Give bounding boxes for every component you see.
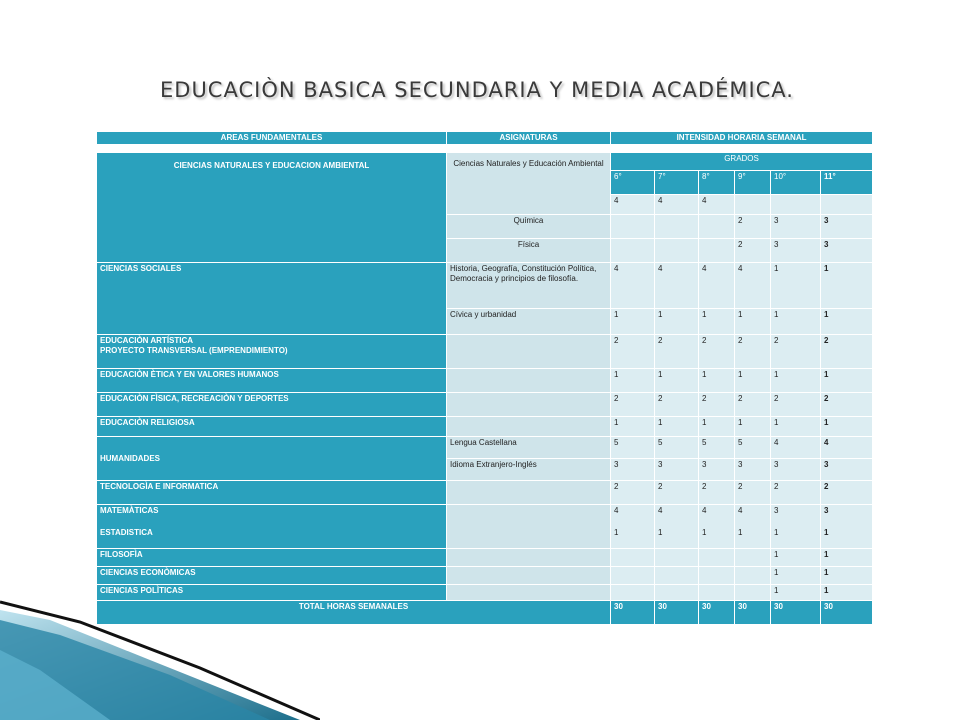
- table-row: [97, 335, 873, 369]
- value-cell: 1: [611, 309, 655, 335]
- header-asignaturas: ASIGNATURAS: [447, 132, 611, 145]
- value-cell: 1: [735, 309, 771, 335]
- table-row: [97, 369, 873, 393]
- value-cell: 2: [611, 481, 655, 505]
- value-cell-pair: [735, 505, 771, 549]
- value-cell: 1: [821, 309, 873, 335]
- area-etica: EDUCACIÒN ÈTICA Y EN VALORES HUMANOS: [97, 369, 447, 393]
- subject-empty: [447, 393, 611, 417]
- value-cell: [611, 567, 655, 585]
- grados-label: GRADOS: [611, 153, 873, 171]
- total-label: TOTAL HORAS SEMANALES: [97, 601, 611, 625]
- area-tecnologia: TECNOLOGÌA E INFORMATICA: [97, 481, 447, 505]
- table-row: [97, 481, 873, 505]
- table-row: [97, 505, 873, 549]
- subject-ciencias-naturales: Ciencias Naturales y Educación Ambiental: [447, 153, 611, 215]
- decorative-swoosh: [0, 590, 320, 720]
- slide-title: EDUCACIÒN BASICA SECUNDARIA Y MEDIA ACADÉMICA.: [160, 78, 794, 102]
- total-value: 30: [699, 601, 735, 625]
- value-cell: 2: [611, 335, 655, 369]
- value-cell: [699, 549, 735, 567]
- table-row: [97, 567, 873, 585]
- value-cell: 2: [771, 335, 821, 369]
- value-cell: 2: [655, 481, 699, 505]
- value-cell: 3: [771, 215, 821, 239]
- value-cell: 1: [771, 369, 821, 393]
- value-cell-pair: [611, 505, 655, 549]
- value-cell: [735, 585, 771, 601]
- total-value: 30: [655, 601, 699, 625]
- value-cell: [611, 215, 655, 239]
- value-cell: 1: [699, 309, 735, 335]
- value-cell: [655, 585, 699, 601]
- value-cell: 1: [699, 369, 735, 393]
- value-cell: 4: [699, 263, 735, 309]
- header-areas: AREAS FUNDAMENTALES: [97, 132, 447, 145]
- area-ciencias-sociales: CIENCIAS SOCIALES: [97, 263, 447, 335]
- value-cell-pair: [655, 505, 699, 549]
- area-filosofia: FILOSOFÌA: [97, 549, 447, 567]
- table-row: [97, 417, 873, 437]
- value-cell: 2: [771, 481, 821, 505]
- value-cell: 5: [611, 437, 655, 459]
- value-cell: 5: [655, 437, 699, 459]
- grade-9: 9°: [735, 171, 771, 195]
- value-cell: 2: [655, 335, 699, 369]
- value-cell-pair: [821, 505, 873, 549]
- grade-6: 6°: [611, 171, 655, 195]
- subject-civica: Cívica y urbanidad: [447, 309, 611, 335]
- total-value: 30: [735, 601, 771, 625]
- value-cell: 2: [735, 481, 771, 505]
- value-cell: 4: [658, 506, 663, 515]
- total-value: 30: [611, 601, 655, 625]
- value-cell: [771, 195, 821, 215]
- value-cell: [699, 215, 735, 239]
- area-religiosa: EDUCACIÒN RELIGIOSA: [97, 417, 447, 437]
- value-cell: 1: [821, 567, 873, 585]
- value-cell: 2: [699, 481, 735, 505]
- value-cell: 1: [824, 528, 829, 537]
- value-cell: 1: [699, 417, 735, 437]
- value-cell: 1: [771, 417, 821, 437]
- value-cell: [821, 195, 873, 215]
- area-humanidades: HUMANIDADES: [97, 437, 447, 481]
- value-cell: 3: [771, 239, 821, 263]
- grade-10: 10°: [771, 171, 821, 195]
- subject-fisica: Física: [447, 239, 611, 263]
- area-artistica: [97, 335, 447, 369]
- value-cell-pair: [699, 505, 735, 549]
- value-cell: 3: [821, 239, 873, 263]
- value-cell: 1: [821, 263, 873, 309]
- subject-historia: Historia, Geografía, Constitución Política, Democracia y principios de filosofía.: [447, 263, 611, 309]
- value-cell: 1: [771, 585, 821, 601]
- value-cell: [611, 585, 655, 601]
- value-cell: 3: [771, 459, 821, 481]
- value-cell: 2: [821, 335, 873, 369]
- grade-7: 7°: [655, 171, 699, 195]
- subject-empty: [447, 549, 611, 567]
- schedule-table: [96, 131, 873, 625]
- value-cell: 3: [611, 459, 655, 481]
- value-cell: 2: [699, 335, 735, 369]
- subject-empty: [447, 505, 611, 549]
- value-cell: 3: [735, 459, 771, 481]
- value-cell: [699, 585, 735, 601]
- value-cell: 1: [614, 528, 619, 537]
- value-cell: 1: [655, 309, 699, 335]
- value-cell: 4: [611, 263, 655, 309]
- value-cell: 1: [658, 528, 663, 537]
- value-cell: 1: [735, 417, 771, 437]
- value-cell: 1: [771, 309, 821, 335]
- table-row: [97, 549, 873, 567]
- subject-empty: [447, 417, 611, 437]
- value-cell: 4: [702, 506, 707, 515]
- value-cell: 4: [821, 437, 873, 459]
- value-cell: 1: [774, 528, 779, 537]
- area-artistica-label: EDUCACIÒN ARTÍSTICA: [100, 336, 194, 345]
- value-cell: 2: [699, 393, 735, 417]
- subject-empty: [447, 481, 611, 505]
- value-cell: 5: [735, 437, 771, 459]
- area-proyecto-label: PROYECTO TRANSVERSAL (EMPRENDIMIENTO): [100, 346, 288, 355]
- value-cell: 3: [824, 506, 829, 515]
- value-cell: 1: [771, 567, 821, 585]
- value-cell: 4: [614, 506, 619, 515]
- value-cell: [699, 567, 735, 585]
- value-cell: 2: [821, 393, 873, 417]
- value-cell: 3: [774, 506, 779, 515]
- value-cell: 4: [735, 263, 771, 309]
- subject-quimica: Química: [447, 215, 611, 239]
- value-cell: 1: [821, 549, 873, 567]
- value-cell: 2: [771, 393, 821, 417]
- grade-8: 8°: [699, 171, 735, 195]
- subject-empty: [447, 335, 611, 369]
- area-ciencias-naturales: CIENCIAS NATURALES Y EDUCACION AMBIENTAL: [97, 153, 447, 263]
- area-matematicas-label: MATEMÀTICAS: [100, 506, 159, 515]
- value-cell: 2: [655, 393, 699, 417]
- subject-lengua: Lengua Castellana: [447, 437, 611, 459]
- value-cell: 4: [699, 195, 735, 215]
- header-row: [97, 132, 873, 145]
- value-cell-pair: [771, 505, 821, 549]
- value-cell: 3: [655, 459, 699, 481]
- subject-empty: [447, 369, 611, 393]
- table-row: [97, 437, 873, 459]
- value-cell: [735, 567, 771, 585]
- value-cell: 1: [821, 369, 873, 393]
- value-cell: 4: [611, 195, 655, 215]
- value-cell: 2: [735, 239, 771, 263]
- value-cell: 1: [611, 417, 655, 437]
- value-cell: [611, 239, 655, 263]
- value-cell: [699, 239, 735, 263]
- area-educacion-fisica: EDUCACIÒN FÌSICA, RECREACIÒN Y DEPORTES: [97, 393, 447, 417]
- value-cell: [735, 195, 771, 215]
- value-cell: 4: [771, 437, 821, 459]
- value-cell: [655, 239, 699, 263]
- value-cell: 3: [821, 215, 873, 239]
- value-cell: 2: [735, 215, 771, 239]
- table-row: [97, 263, 873, 309]
- value-cell: 1: [655, 417, 699, 437]
- table-row: [97, 393, 873, 417]
- value-cell: 1: [738, 528, 743, 537]
- area-politicas: CIENCIAS POLÌTICAS: [97, 585, 447, 601]
- value-cell: 4: [738, 506, 743, 515]
- value-cell: [611, 549, 655, 567]
- value-cell: 2: [735, 393, 771, 417]
- value-cell: 1: [655, 369, 699, 393]
- subject-empty: [447, 567, 611, 585]
- value-cell: 1: [821, 417, 873, 437]
- value-cell: [655, 549, 699, 567]
- value-cell: [655, 567, 699, 585]
- value-cell: 2: [735, 335, 771, 369]
- value-cell: 1: [702, 528, 707, 537]
- value-cell: [735, 549, 771, 567]
- value-cell: 1: [735, 369, 771, 393]
- total-value: 30: [771, 601, 821, 625]
- value-cell: 1: [771, 549, 821, 567]
- subject-empty: [447, 585, 611, 601]
- value-cell: 3: [699, 459, 735, 481]
- subject-idioma: Idioma Extranjero-Inglés: [447, 459, 611, 481]
- value-cell: 2: [611, 393, 655, 417]
- area-matematicas: [97, 505, 447, 549]
- area-economicas: CIENCIAS ECONÒMICAS: [97, 567, 447, 585]
- value-cell: 4: [655, 263, 699, 309]
- header-intensidad: INTENSIDAD HORARIA SEMANAL: [611, 132, 873, 145]
- value-cell: 3: [821, 459, 873, 481]
- value-cell: 1: [821, 585, 873, 601]
- value-cell: 2: [821, 481, 873, 505]
- grade-11: 11°: [821, 171, 873, 195]
- table-row: [97, 153, 873, 171]
- total-value: 30: [821, 601, 873, 625]
- value-cell: 1: [611, 369, 655, 393]
- value-cell: [655, 215, 699, 239]
- area-estadistica-label: ESTADISTICA: [100, 528, 153, 537]
- value-cell: 1: [771, 263, 821, 309]
- value-cell: 4: [655, 195, 699, 215]
- value-cell: 5: [699, 437, 735, 459]
